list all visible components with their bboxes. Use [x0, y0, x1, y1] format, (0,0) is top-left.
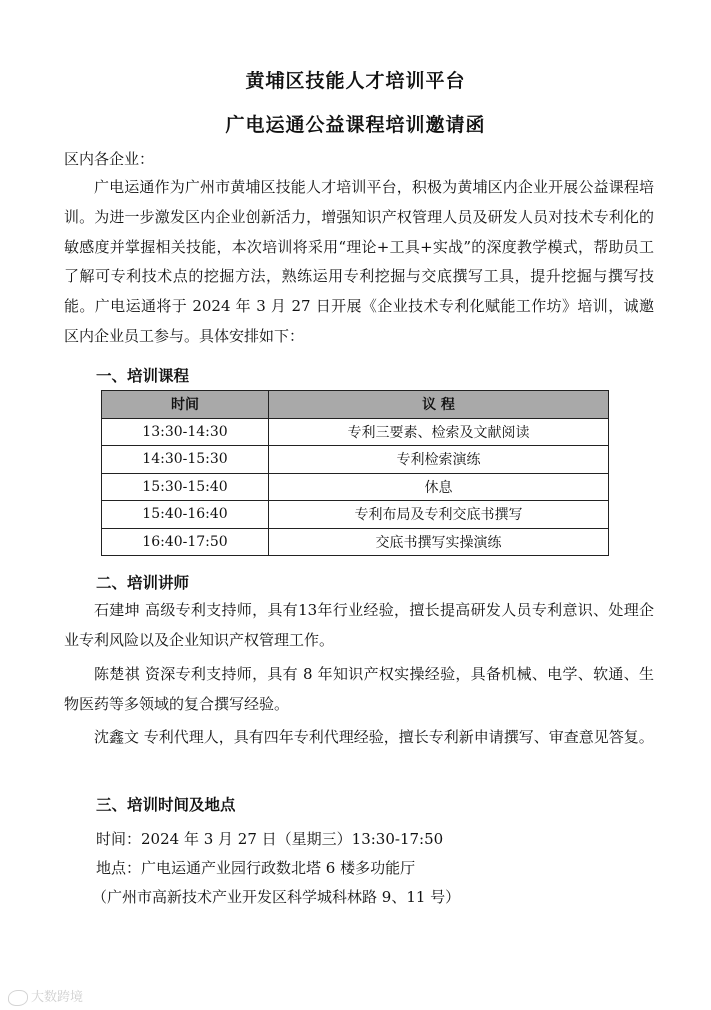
watermark	[8, 986, 83, 1006]
lecturer-bio: 石建坤 高级专利支持师，具有13年行业经验，擅长提高研发人员专利意识、处理企业专利风险以及企业知识产权管理工作。	[64, 601, 654, 649]
table-row	[102, 446, 609, 474]
cell-agenda: 休息	[269, 473, 609, 501]
lecturer-bio: 陈楚祺 资深专利支持师，具有 8 年知识产权实操经验，具备机械、电学、软通、生物医药等多领域的复合撰写经验。	[64, 665, 654, 713]
table-row	[102, 501, 609, 529]
cell-agenda: 专利布局及专利交底书撰写	[269, 501, 609, 529]
cell-time: 13:30-14:30	[102, 418, 269, 446]
table-row	[102, 528, 609, 556]
table-row	[102, 473, 609, 501]
training-address: （广州市高新技术产业开发区科学城科林路 9、11 号）	[92, 888, 461, 906]
watermark-logo-icon	[8, 990, 28, 1006]
table-row	[102, 418, 609, 446]
document-subtitle: 广电运通公益课程培训邀请函	[225, 114, 486, 136]
cell-agenda: 专利三要素、检索及文献阅读	[269, 418, 609, 446]
cell-time: 15:30-15:40	[102, 473, 269, 501]
cell-agenda: 专利检索演练	[269, 446, 609, 474]
section-heading-lecturers: 二、培训讲师	[96, 574, 190, 592]
section-heading-courses: 一、培训课程	[96, 367, 190, 385]
intro-paragraph: 广电运通作为广州市黄埔区技能人才培训平台，积极为黄埔区内企业开展公益课程培训。为进一步激发区内企业创新活力，增强知识产权管理人员及研发人员对技术专利化的敏感度并掌握相关技能，本次培训将采用“理论+工具+实战”的深度教学模式，帮助员工了解可专利技术点的挖掘方法，熟练运用专利挖掘与交底撰写工具，提升挖掘与撰写技能。广电运通将于 2024 年 3 月 27 日开展《企业技术专利化赋能工作坊》培训，诚邀区内企业员工参与。具体安排如下：	[64, 178, 654, 345]
document-title: 黄埔区技能人才培训平台	[245, 70, 466, 92]
cell-time: 14:30-15:30	[102, 446, 269, 474]
table-header-row	[102, 391, 609, 419]
section-heading-time-place: 三、培训时间及地点	[96, 796, 236, 814]
header-time: 时间	[102, 391, 269, 419]
watermark-text: 大数跨境	[31, 990, 84, 1005]
training-time: 时间：2024 年 3 月 27 日（星期三）13:30-17:50	[96, 830, 444, 848]
cell-time: 15:40-16:40	[102, 501, 269, 529]
header-agenda: 议 程	[269, 391, 609, 419]
cell-time: 16:40-17:50	[102, 528, 269, 556]
cell-agenda: 交底书撰写实操演练	[269, 528, 609, 556]
salutation: 区内各企业：	[64, 150, 155, 168]
schedule-table	[101, 390, 609, 556]
training-place: 地点：广电运通产业园行政数北塔 6 楼多功能厅	[96, 859, 416, 877]
lecturer-bio: 沈鑫文 专利代理人，具有四年专利代理经验，擅长专利新申请撰写、审查意见答复。	[94, 728, 654, 746]
